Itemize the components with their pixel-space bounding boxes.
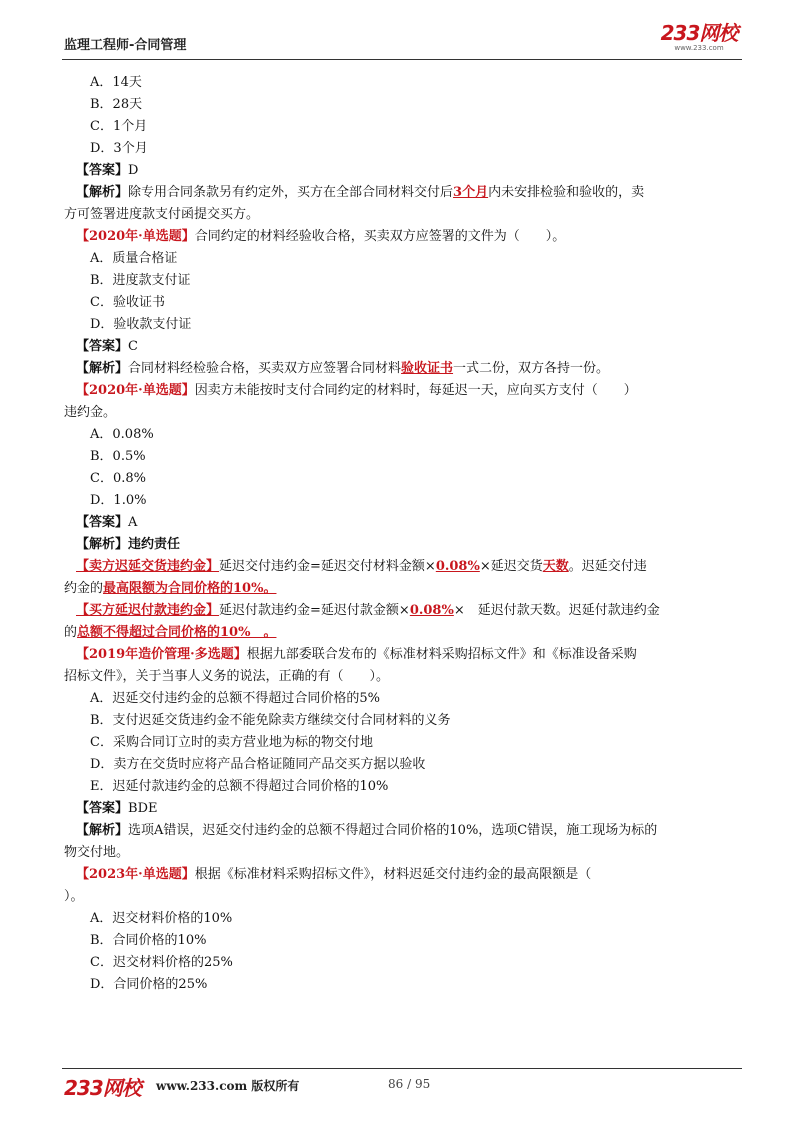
answer-line (64, 512, 744, 534)
rule-text: 延迟付款违约金=延迟付款金额× (219, 603, 410, 618)
option-b: B．进度款支付证 (90, 273, 191, 288)
option-d: D．合同价格的25% (90, 977, 208, 992)
question-text: 根据《标准材料采购招标文件》，材料迟延交付违约金的最高限额是（ (194, 867, 592, 882)
question-stem (64, 380, 744, 402)
option-c: C．迟交材料价格的25% (90, 955, 233, 970)
question-tag: 【2019年造价管理·多选题】 (76, 647, 247, 662)
analysis-text: 选项A错误，迟延交付违约金的总额不得超过合同价格的10%，选项C错误，施工现场为标的 (128, 823, 658, 838)
answer-line (64, 798, 744, 820)
option-a: A．迟交材料价格的10% (90, 911, 233, 926)
footer-copyright: www.233.com 版权所有 (156, 1079, 300, 1093)
answer-label: 【答案】 (76, 163, 129, 178)
page-number: 86 / 95 (388, 1077, 431, 1091)
rule-text: 的 (64, 625, 78, 640)
rule-highlight: 最高限额为合同价格的10%。 (103, 581, 277, 596)
rule-text: ×延迟交货 (479, 559, 543, 574)
answer-label: 【答案】 (76, 339, 129, 354)
analysis-label: 【解析】 (76, 185, 129, 200)
answer-label: 【答案】 (76, 801, 129, 816)
analysis-paragraph (64, 600, 744, 622)
option-c: C．1个月 (90, 119, 148, 134)
document-body (64, 72, 744, 996)
option-c: C．采购合同订立时的卖方营业地为标的物交付地 (90, 735, 373, 750)
answer-value: A (128, 515, 138, 530)
question-tag: 【2020年·单选题】 (76, 383, 195, 398)
question-text: 因卖方未能按时支付合同约定的材料时，每延迟一天，应向买方支付（ ） (194, 383, 637, 398)
analysis-text: 除专用合同条款另有约定外，买方在全部合同材料交付后 (128, 185, 454, 200)
brand-logo-text: 233网校 (660, 21, 738, 45)
option-d: D．卖方在交货时应将产品合格证随同产品交买方据以验收 (90, 757, 426, 772)
analysis-label: 【解析】 (76, 537, 129, 552)
analysis-text: 合同材料经检验合格，买卖双方应签署合同材料 (128, 361, 402, 376)
question-text: ）。 (64, 889, 84, 904)
rule-text: × 延迟付款天数。迟延付款违约金 (453, 603, 660, 618)
analysis-title: 违约责任 (128, 537, 181, 552)
analysis-label: 【解析】 (76, 361, 129, 376)
question-text: 招标文件》，关于当事人义务的说法，正确的有（ ）。 (64, 669, 390, 684)
analysis-paragraph (64, 578, 744, 600)
rule-text: 约金的 (64, 581, 104, 596)
header-divider (62, 59, 742, 60)
option-a: A．迟延交付违约金的总额不得超过合同价格的5% (90, 691, 381, 706)
option-d: D．验收款支付证 (90, 317, 192, 332)
question-stem (64, 644, 744, 666)
analysis-text: 内未安排检验和验收的，卖 (488, 185, 645, 200)
footer-logo: 233网校 (64, 1076, 141, 1100)
rule-highlight: 0.08% (409, 603, 454, 618)
answer-label: 【答案】 (76, 515, 129, 530)
question-tag: 【2023年·单选题】 (76, 867, 195, 882)
rule-highlight: 天数 (542, 559, 569, 574)
brand-logo-url: www.233.com (674, 44, 724, 52)
brand-logo (656, 22, 742, 56)
option-e: E．迟延付款违约金的总额不得超过合同价格的10% (90, 779, 389, 794)
question-stem (64, 226, 744, 248)
answer-line (64, 336, 744, 358)
option-b: B．28天 (90, 97, 143, 112)
answer-value: C (128, 339, 138, 354)
rule-text: 延迟交付违约金=延迟交付材料金额× (219, 559, 436, 574)
page-header (62, 22, 742, 58)
analysis-line: 物交付地。 (64, 845, 130, 860)
rule-highlight: 0.08% (435, 559, 480, 574)
header-title: 监理工程师-合同管理 (64, 38, 187, 53)
answer-value: D (128, 163, 139, 178)
option-a: A．质量合格证 (90, 251, 178, 266)
option-b: B．合同价格的10% (90, 933, 207, 948)
analysis-line (64, 182, 744, 204)
footer-divider (62, 1068, 742, 1069)
analysis-highlight: 验收证书 (401, 361, 454, 376)
answer-value: BDE (128, 801, 158, 816)
question-text: 合同约定的材料经验收合格，买卖双方应签署的文件为（ ）。 (194, 229, 566, 244)
option-a: A．14天 (90, 75, 142, 90)
rule-text: 。迟延交付违 (568, 559, 647, 574)
answer-line (64, 160, 744, 182)
rule-tag: 【卖方迟延交货违约金】 (76, 559, 220, 574)
question-tag: 【2020年·单选题】 (76, 229, 195, 244)
analysis-text: 一式二份，双方各持一份。 (453, 361, 610, 376)
analysis-line (64, 534, 744, 556)
analysis-line (64, 820, 744, 842)
question-text: 根据九部委联合发布的《标准材料采购招标文件》和《标准设备采购 (246, 647, 637, 662)
option-b: B．0.5% (90, 449, 146, 464)
question-stem (64, 864, 744, 886)
analysis-paragraph (64, 622, 744, 644)
analysis-paragraph (64, 556, 744, 578)
rule-highlight: 总额不得超过合同价格的10% 。 (77, 625, 277, 640)
analysis-line: 方可签署进度款支付函提交买方。 (64, 207, 260, 222)
analysis-highlight: 3个月 (453, 185, 489, 200)
analysis-label: 【解析】 (76, 823, 129, 838)
question-text: 违约金。 (64, 405, 117, 420)
analysis-line (64, 358, 744, 380)
option-d: D．1.0% (90, 493, 147, 508)
option-a: A．0.08% (90, 427, 154, 442)
option-b: B．支付迟延交货违约金不能免除卖方继续交付合同材料的义务 (90, 713, 451, 728)
option-c: C．0.8% (90, 471, 146, 486)
option-c: C．验收证书 (90, 295, 165, 310)
rule-tag: 【买方延迟付款违约金】 (76, 603, 220, 618)
option-d: D．3个月 (90, 141, 148, 156)
